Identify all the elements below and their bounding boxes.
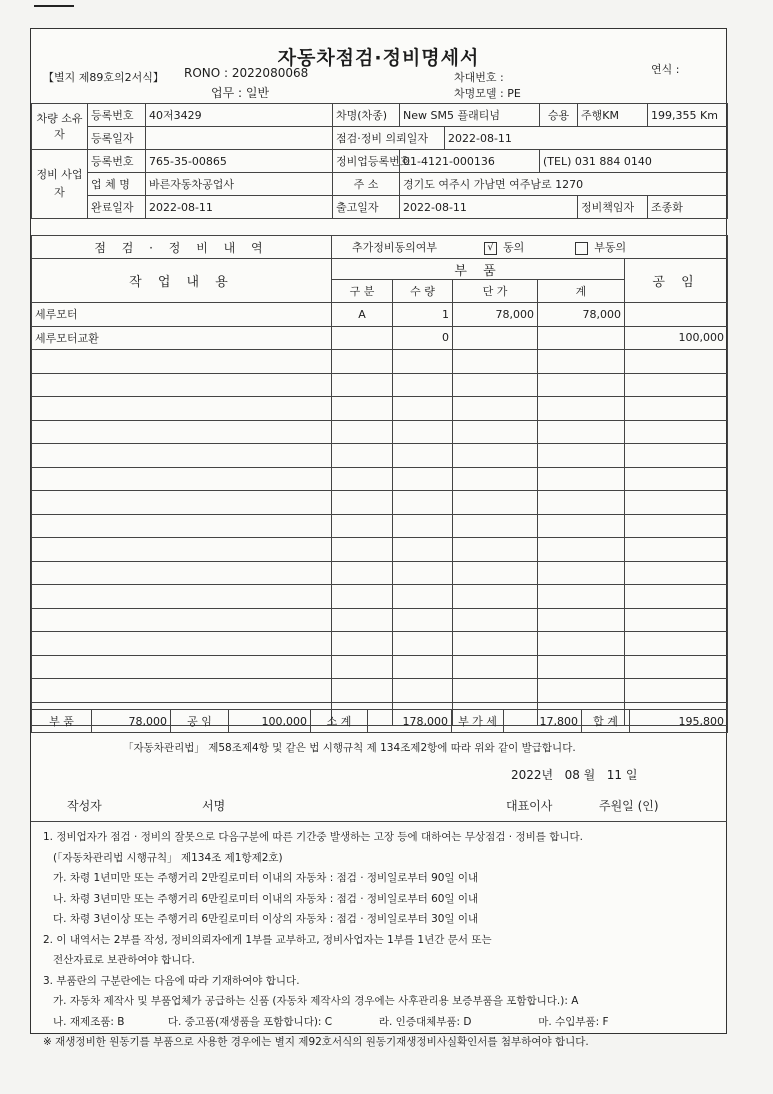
totals-subtotal-label: 소 계: [311, 710, 368, 733]
manager-label: 정비책임자: [578, 196, 648, 219]
cell-qty: [393, 679, 453, 703]
cell-total: [538, 350, 625, 374]
agree-checkbox[interactable]: √: [484, 242, 497, 255]
cell-work: [32, 561, 332, 585]
done-date: 2022-08-11: [146, 196, 333, 219]
cell-total: [538, 397, 625, 421]
notes-divider: [31, 821, 727, 822]
cell-work: 세루모터교환: [32, 326, 332, 350]
cell-type: [332, 397, 393, 421]
ceo-name: 주원일 (인): [599, 799, 659, 813]
note-line: 2. 이 내역서는 2부를 작성, 정비의뢰자에게 1부를 교부하고, 정비사업자는 1부를 1년간 문서 또는: [43, 933, 492, 946]
cell-labor: 100,000: [625, 326, 728, 350]
table-row: [32, 679, 728, 703]
cell-type: [332, 373, 393, 397]
biz-reg-no: 01-4121-000136: [400, 150, 540, 173]
car-name-label: 차명(차종): [333, 104, 400, 127]
work-label: 업무 :: [211, 86, 243, 100]
notes-block: [43, 827, 718, 1053]
cell-qty: [393, 350, 453, 374]
table-row: [32, 397, 728, 421]
cell-labor: [625, 444, 728, 468]
cell-labor: [625, 679, 728, 703]
cell-qty: 0: [393, 326, 453, 350]
note-line: 3. 부품란의 구분란에는 다음에 따라 기재하여야 합니다.: [43, 974, 300, 987]
cell-labor: [625, 491, 728, 515]
cell-labor: [625, 350, 728, 374]
cell-qty: [393, 585, 453, 609]
cell-work: [32, 467, 332, 491]
cell-work: [32, 538, 332, 562]
note-line: (「자동차관리법 시행규칙」 제134조 제1항제2호): [43, 851, 283, 864]
table-row: [32, 491, 728, 515]
table-row: [32, 326, 728, 350]
work-field: [211, 84, 269, 101]
cell-labor: [625, 397, 728, 421]
cell-labor: [625, 467, 728, 491]
note-line: 가. 차령 1년미만 또는 주행거리 2만킬로미터 이내의 자동차 : 점검 · 정비일로부터 90일 이내: [43, 872, 479, 884]
cell-total: [538, 444, 625, 468]
cell-qty: [393, 655, 453, 679]
cell-price: [453, 655, 538, 679]
col-price-header: 단 가: [453, 280, 538, 303]
shop-tel: (TEL) 031 884 0140: [540, 150, 728, 173]
cell-qty: [393, 538, 453, 562]
cell-total: [538, 608, 625, 632]
note-line: ※ 재생정비한 원동기를 부품으로 사용한 경우에는 별지 제92호서식의 원동기재생정비사실확인서를 첨부하여야 합니다.: [43, 1036, 589, 1048]
note-line: 가. 자동차 제작사 및 부품업체가 공급하는 신품 (자동차 제작사의 경우에는 사후관리용 보증부품을 포함합니다.): A: [43, 995, 579, 1007]
parts-header: 부 품: [332, 259, 625, 280]
mileage-label: 주행KM: [578, 104, 648, 127]
col-total-header: 계: [538, 280, 625, 303]
cell-type: [332, 608, 393, 632]
cell-qty: 1: [393, 303, 453, 327]
disagree-label: 부동의: [594, 241, 627, 254]
cell-total: [538, 326, 625, 350]
cell-price: [453, 491, 538, 515]
cell-labor: [625, 303, 728, 327]
shop-address: 경기도 여주시 가남면 여주남로 1270: [400, 173, 728, 196]
cell-total: [538, 514, 625, 538]
disagree-checkbox[interactable]: [575, 242, 588, 255]
cell-qty: [393, 467, 453, 491]
cell-total: [538, 467, 625, 491]
shop-reg-no-label: 등록번호: [88, 150, 146, 173]
table-row: [32, 420, 728, 444]
cell-type: [332, 655, 393, 679]
issue-day: 11 일: [606, 768, 638, 782]
totals-parts-label: 부 품: [32, 710, 92, 733]
car-name: New SM5 플래티넘: [400, 104, 540, 127]
cell-work: [32, 373, 332, 397]
cell-labor: [625, 538, 728, 562]
plate-field: [454, 69, 504, 85]
cell-price: [453, 538, 538, 562]
cell-price: [453, 561, 538, 585]
cell-work: [32, 514, 332, 538]
cell-price: [453, 397, 538, 421]
note-line: 다. 차령 3년이상 또는 주행거리 6만킬로미터 이상의 자동차 : 점검 · 정비일로부터 30일 이내: [43, 913, 479, 925]
manager-name: 조종화: [648, 196, 728, 219]
cell-price: 78,000: [453, 303, 538, 327]
table-row: [32, 561, 728, 585]
shop-name-label: 업 체 명: [88, 173, 146, 196]
cell-type: A: [332, 303, 393, 327]
cell-price: [453, 467, 538, 491]
document-title: 자동차점검·정비명세서: [277, 47, 480, 69]
shop-reg-no: 765-35-00865: [146, 150, 333, 173]
owner-reg-no: 40저3429: [146, 104, 333, 127]
mileage: 199,355 Km: [648, 104, 728, 127]
table-row: [32, 655, 728, 679]
totals-sum-label: 합 계: [582, 710, 630, 733]
rono-field: [184, 66, 308, 80]
owner-reg-date: [146, 127, 333, 150]
table-row: [32, 350, 728, 374]
work-value: 일반: [245, 86, 270, 100]
agree-label: 동의: [503, 241, 525, 254]
work-details-table: [31, 235, 728, 726]
plate-label: 차대번호 :: [454, 71, 504, 84]
cell-type: [332, 632, 393, 656]
cell-qty: [393, 444, 453, 468]
cell-qty: [393, 420, 453, 444]
cell-labor: [625, 585, 728, 609]
totals-vat-label: 부 가 세: [452, 710, 504, 733]
shop-name: 바른자동차공업사: [146, 173, 333, 196]
release-date-label: 출고일자: [333, 196, 400, 219]
top-rule: [34, 5, 74, 7]
cell-qty: [393, 397, 453, 421]
cell-type: [332, 326, 393, 350]
note-line: 1. 정비업자가 점검 · 정비의 잘못으로 다음구분에 따른 기간중 발생하는 고장 등에 대하여는 무상점검 · 정비를 합니다.: [43, 831, 584, 843]
cell-labor: [625, 420, 728, 444]
shop-section-label: 정비 사업자: [32, 150, 88, 219]
cell-work: [32, 397, 332, 421]
cell-price: [453, 350, 538, 374]
cell-labor: [625, 655, 728, 679]
cell-price: [453, 585, 538, 609]
cell-total: [538, 632, 625, 656]
cell-total: [538, 561, 625, 585]
cell-labor: [625, 514, 728, 538]
table-row: [32, 303, 728, 327]
cell-qty: [393, 608, 453, 632]
note-line: 나. 차령 3년미만 또는 주행거리 6만킬로미터 이내의 자동차 : 점검 · 정비일로부터 60일 이내: [43, 892, 479, 905]
cell-work: [32, 655, 332, 679]
cell-qty: [393, 632, 453, 656]
cell-price: [453, 514, 538, 538]
cell-total: [538, 420, 625, 444]
issue-year: 2022년: [511, 768, 554, 782]
cell-price: [453, 444, 538, 468]
cell-total: [538, 585, 625, 609]
table-row: [32, 444, 728, 468]
cell-labor: [625, 608, 728, 632]
release-date: 2022-08-11: [400, 196, 578, 219]
cell-qty: [393, 373, 453, 397]
cell-price: [453, 326, 538, 350]
model-value: PE: [507, 87, 521, 100]
legal-statement: 「자동차관리법」 제58조제4항 및 같은 법 시행규칙 제 134조제2항에 따라 위와 같이 발급합니다.: [123, 742, 576, 754]
cell-type: [332, 420, 393, 444]
cell-work: [32, 608, 332, 632]
address-label: 주 소: [333, 173, 400, 196]
cell-price: [453, 420, 538, 444]
owner-reg-no-label: 등록번호: [88, 104, 146, 127]
cell-work: [32, 632, 332, 656]
done-date-label: 완료일자: [88, 196, 146, 219]
table-row: [32, 538, 728, 562]
note-line: 나. 재제조품: B 다. 중고품(재생품을 포함합니다): C 라. 인증대체부품: D 마. 수입부품: F: [43, 1015, 609, 1028]
cell-type: [332, 491, 393, 515]
consent-label: 추가정비동의여부: [352, 241, 438, 254]
request-date-label: 점검·정비 의뢰일자: [333, 127, 445, 150]
car-type: 승용: [540, 104, 578, 127]
totals-vat: 17,800: [504, 710, 582, 733]
cell-work: [32, 420, 332, 444]
cell-price: [453, 632, 538, 656]
cell-work: 세루모터: [32, 303, 332, 327]
table-row: [32, 373, 728, 397]
cell-price: [453, 679, 538, 703]
sign-label: 서명: [202, 799, 226, 813]
cell-qty: [393, 561, 453, 585]
cell-qty: [393, 491, 453, 515]
cell-work: [32, 585, 332, 609]
totals-subtotal: 178,000: [368, 710, 452, 733]
model-label: 차명모델 :: [454, 87, 504, 100]
info-table: [31, 103, 728, 219]
owner-section-label: 차량 소유자: [32, 104, 88, 150]
cell-type: [332, 467, 393, 491]
cell-work: [32, 350, 332, 374]
cell-type: [332, 679, 393, 703]
totals-labor: 100,000: [229, 710, 311, 733]
owner-reg-date-label: 등록일자: [88, 127, 146, 150]
cell-type: [332, 444, 393, 468]
totals-labor-label: 공 임: [171, 710, 229, 733]
col-qty-header: 수 량: [393, 280, 453, 303]
year-label: 연식 :: [651, 63, 680, 76]
consent-row: [332, 236, 728, 259]
form-number: 【별지 제89호의2서식】: [43, 71, 164, 84]
cell-type: [332, 538, 393, 562]
cell-qty: [393, 514, 453, 538]
year-field: [651, 61, 679, 77]
cell-total: 78,000: [538, 303, 625, 327]
table-row: [32, 608, 728, 632]
col-type-header: 구 분: [332, 280, 393, 303]
cell-total: [538, 655, 625, 679]
totals-table: [31, 709, 728, 733]
labor-header: 공 임: [625, 259, 728, 303]
cell-total: [538, 538, 625, 562]
details-section-label: 점 검 · 정 비 내 역: [32, 236, 332, 259]
cell-work: [32, 679, 332, 703]
cell-type: [332, 585, 393, 609]
table-row: [32, 585, 728, 609]
issue-month: 08 월: [564, 768, 596, 782]
cell-type: [332, 350, 393, 374]
note-line: 전산자료로 보관하여야 합니다.: [43, 954, 195, 966]
ceo-label: 대표이사: [506, 799, 553, 813]
cell-labor: [625, 373, 728, 397]
cell-total: [538, 491, 625, 515]
cell-total: [538, 373, 625, 397]
work-header: 작 업 내 용: [32, 259, 332, 303]
cell-work: [32, 491, 332, 515]
totals-sum: 195,800: [630, 710, 728, 733]
issue-date: [511, 766, 637, 783]
cell-work: [32, 444, 332, 468]
biz-reg-label: 정비업등록번호: [333, 150, 400, 173]
cell-type: [332, 561, 393, 585]
cell-price: [453, 608, 538, 632]
table-row: [32, 632, 728, 656]
writer-label: 작성자: [67, 799, 102, 813]
rono-label: RONO :: [184, 66, 229, 80]
cell-type: [332, 514, 393, 538]
table-row: [32, 467, 728, 491]
cell-total: [538, 679, 625, 703]
cell-labor: [625, 561, 728, 585]
totals-parts: 78,000: [92, 710, 171, 733]
invoice-sheet: [30, 28, 727, 1048]
cell-labor: [625, 632, 728, 656]
model-field: [454, 85, 521, 101]
cell-price: [453, 373, 538, 397]
table-row: [32, 514, 728, 538]
request-date: 2022-08-11: [445, 127, 728, 150]
rono-value: 2022080068: [231, 66, 309, 80]
